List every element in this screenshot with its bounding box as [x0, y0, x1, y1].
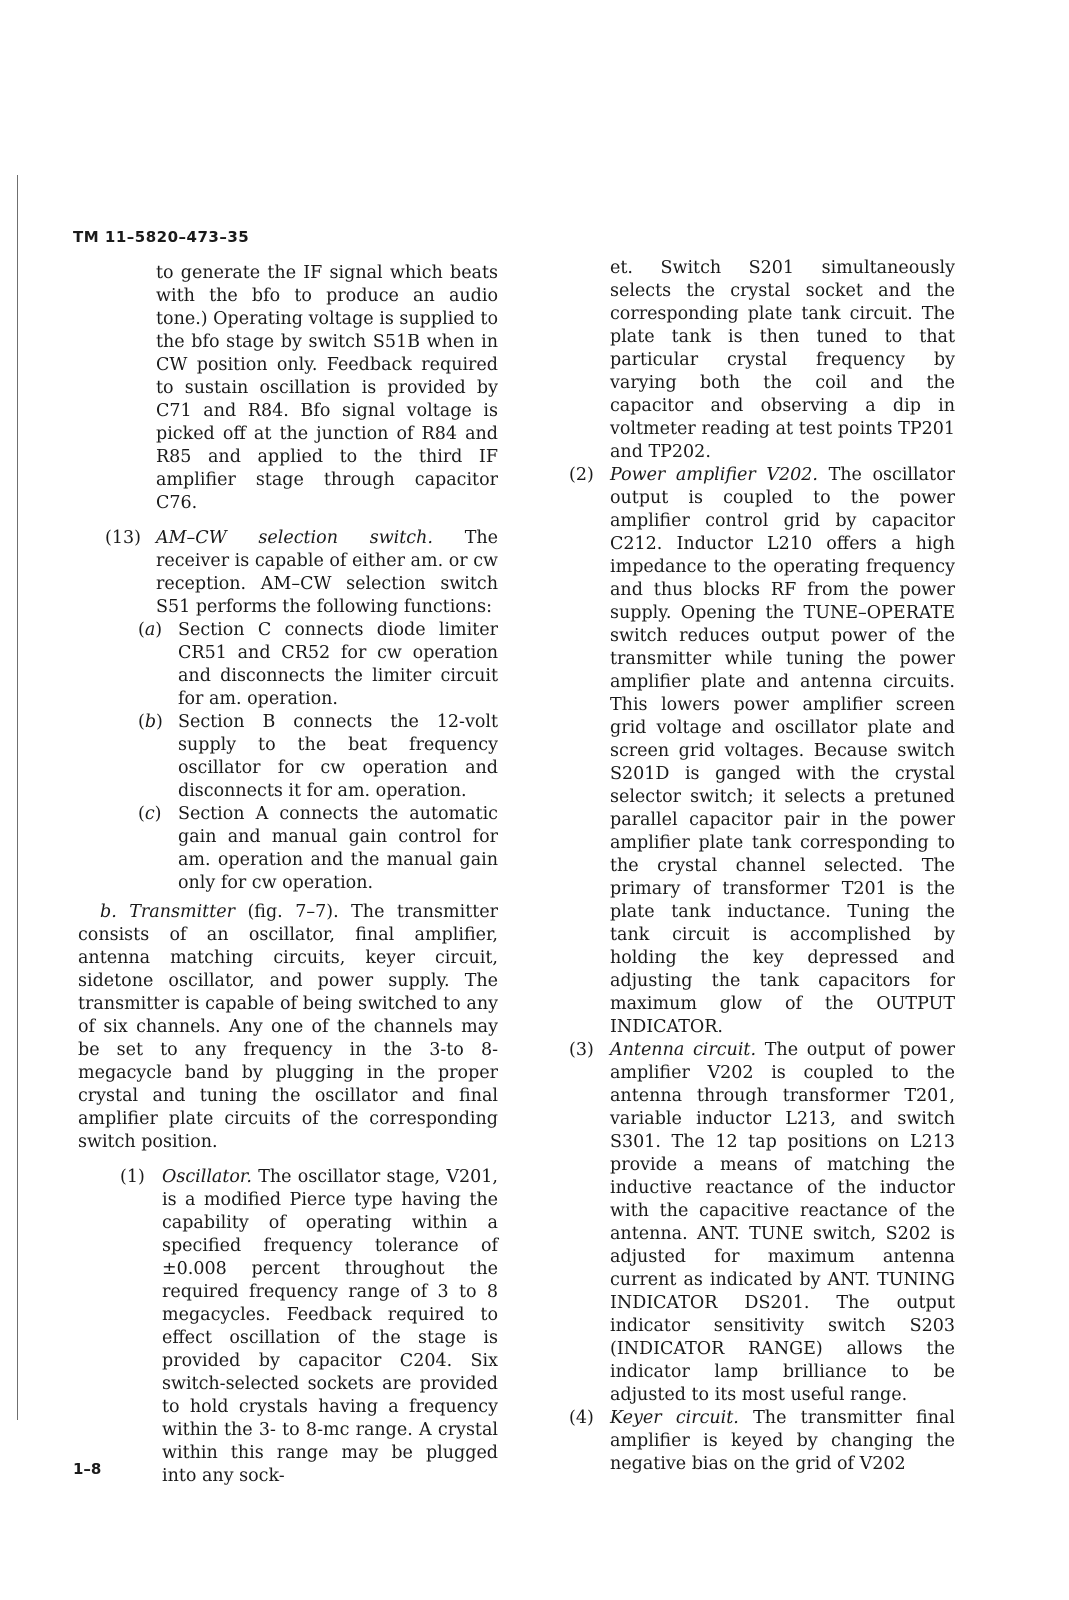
subitem-letter: b [144, 712, 157, 732]
paragraph-b-transmitter [78, 901, 498, 1154]
subitem-text: Section A connects the automatic gain and manual gain control for am. operation and the manual gain only for cw operation. [178, 804, 498, 893]
subitem-text: Section B connects the 12-volt supply to the beat frequency oscillator for cw operation and disconnects it for am. operation. [178, 712, 498, 801]
left-column [78, 262, 498, 1488]
continued-paragraph: et. Switch S201 simultaneously selects the crystal socket and the corresponding plate tank circuit. The plate tank is then tuned to that particular crystal frequency by varying both the coil and the capacitor and observing a dip in voltmeter reading at test points TP201 and TP202. [610, 258, 955, 462]
item-title: Antenna circuit. [610, 1040, 757, 1060]
page-number: 1–8 [73, 1460, 102, 1478]
subitem-text: Section C connects diode limiter CR51 and CR52 for cw operation and disconnects the limiter circuit for am. operation. [178, 620, 498, 709]
item-title: Oscillator. [162, 1167, 252, 1187]
right-column [563, 257, 955, 1476]
subitem-c: (c) Section A connects the automatic gain and manual gain control for am. operation and the manual gain only for cw operation. [138, 804, 498, 893]
item-text: The oscillator stage, V201, is a modified Pierce type having the capability of operating within a specified frequency tolerance of ±0.008 percent throughout the required frequency range of 3 to 8 megacycles. Feedback required to effect oscillation of the stage is provided by capacitor C204. Six switch-selected sockets are provided to hold crystals having a frequency within the 3- to 8-mc range. A crystal within this range may be plugged into any sock- [162, 1167, 498, 1486]
item-title: AM–CW selection switch. [156, 528, 433, 548]
subitem-letter: c [144, 804, 155, 824]
item-2-power-amplifier [563, 464, 955, 1039]
item-3-antenna-circuit [563, 1039, 955, 1407]
item-number: (1) [120, 1167, 145, 1187]
item-title: Keyer circuit. [610, 1408, 739, 1428]
item-4-keyer-circuit [563, 1407, 955, 1476]
item-13-am-cw-switch [78, 527, 498, 619]
paragraph-text: (fig. 7–7). The transmitter consists of an oscillator, final amplifier, antenna matching circuits, keyer circuit, sidetone oscillator, and power supply. The transmitter is capable of being switched to any of six channels. Any one of the channels may be set to any frequency in the 3-to 8-megacycle band by plugging in the proper crystal and tuning the oscillator and final amplifier plate circuits of the corresponding switch position. [78, 902, 498, 1152]
item-text: The receiver is capable of either am. or cw reception. AM–CW selection switch S51 performs the following functions: [156, 528, 498, 617]
scan-margin-line [17, 175, 18, 1420]
item-text: The oscillator output is coupled to the power amplifier control grid by capacitor C212. Inductor L210 offers a high impedance to the operating frequency and thus blocks RF from the power supply. Opening the TUNE–OPERATE switch reduces output power of the transmitter while tuning the power amplifier plate and antenna circuits. This lowers power amplifier screen grid voltage and oscillator plate and screen grid voltages. Because switch S201D is ganged with the crystal selector switch; it selects a pretuned parallel capacitor pair in the power amplifier plate tank corresponding to the crystal channel selected. The primary of transformer T201 is the plate tank inductance. Tuning the tank circuit is accomplished by holding the key depressed and adjusting the tank capacitors for maximum glow of the OUTPUT INDICATOR. [610, 465, 955, 1037]
document-id-header: TM 11–5820–473–35 [73, 228, 250, 246]
continued-paragraph: to generate the IF signal which beats with the bfo to produce an audio tone.) Operating voltage is supplied to the bfo stage by switch S51B when in CW position only. Feedback required to sustain oscillation is provided by C71 and R84. Bfo signal voltage is picked off at the junction of R84 and R85 and applied to the third IF amplifier stage through capacitor C76. [156, 263, 498, 513]
item-number: (13) [105, 528, 141, 548]
item-1-oscillator [78, 1166, 498, 1488]
item-number: (3) [569, 1040, 594, 1060]
subitem-a: (a) Section C connects diode limiter CR51 and CR52 for cw operation and disconnects the limiter circuit for am. operation. [138, 620, 498, 709]
paragraph-label: b. Transmitter [100, 902, 235, 922]
item-number: (4) [569, 1408, 594, 1428]
subitem-b: (b) Section B connects the 12-volt supply to the beat frequency oscillator for cw operation and disconnects it for am. operation. [138, 712, 498, 801]
item-number: (2) [569, 465, 594, 485]
item-text: The output of power amplifier V202 is coupled to the antenna through transformer T201, variable inductor L213, and switch S301. The 12 tap positions on L213 provide a means of matching the inductive reactance of the inductor with the capacitive reactance of the antenna. ANT. TUNE switch, S202 is adjusted for maximum antenna current as indicated by ANT. TUNING INDICATOR DS201. The output indicator sensitivity switch S203 (INDICATOR RANGE) allows the indicator lamp brilliance to be adjusted to its most useful range. [610, 1040, 955, 1405]
item-text: The transmitter final amplifier is keyed by changing the negative bias on the grid of V202 [610, 1408, 955, 1474]
item-title: Power amplifier V202. [610, 465, 818, 485]
subitem-letter: a [144, 620, 156, 640]
